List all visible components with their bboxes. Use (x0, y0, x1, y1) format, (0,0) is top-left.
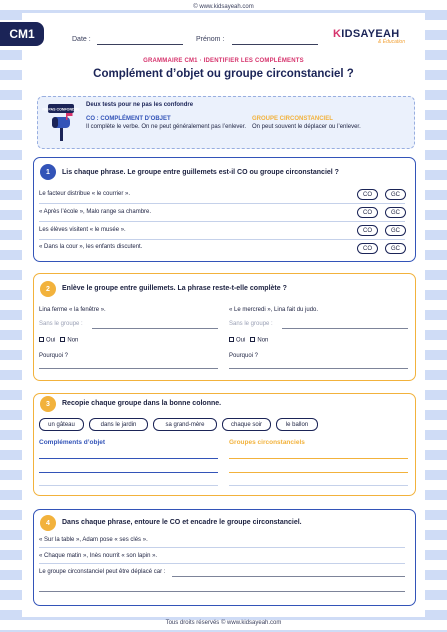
ex2-right-sans-field[interactable] (282, 328, 408, 329)
ex1-co-option-2[interactable]: CO (357, 207, 378, 218)
ex1-co-option-4[interactable]: CO (357, 243, 378, 254)
ex1-divider (39, 203, 405, 204)
exercise-4-number: 4 (40, 515, 56, 531)
ex1-sentence-1: Le facteur distribue « le courrier ». (39, 191, 131, 197)
ex1-sentence-4: « Dans la cour », les enfants discutent. (39, 244, 143, 250)
ex2-right-sans-label: Sans le groupe : (229, 321, 273, 327)
ex4-sentence-1: « Sur la table », Adam pose « ses clés ». (39, 537, 148, 543)
word-chip-4[interactable]: chaque soir (222, 418, 271, 431)
oui-checkbox[interactable] (229, 337, 234, 342)
ex1-gc-option-1[interactable]: GC (385, 189, 406, 200)
word-chip-5[interactable]: le ballon (276, 418, 318, 431)
ex2-left-pourquoi: Pourquoi ? (39, 353, 69, 359)
date-field[interactable] (97, 44, 183, 45)
ex1-sentence-3: Les élèves visitent « le musée ». (39, 227, 126, 233)
word-chip-3[interactable]: sa grand-mère (153, 418, 217, 431)
tip-co: CO : COMPLÉMENT D’OBJET Il complète le verbe. On ne peut généralement pas l’enlever. (86, 116, 247, 130)
gc-answer-line[interactable] (229, 458, 408, 459)
ex2-left-choices: Oui Non (39, 337, 78, 344)
ex1-gc-option-3[interactable]: GC (385, 225, 406, 236)
ex2-right-choices: Oui Non (229, 337, 268, 344)
word-chip-1[interactable]: un gâteau (39, 418, 84, 431)
ex4-sentence-2: « Chaque matin », Inès nourrit « son lapin ». (39, 553, 158, 559)
co-answer-line[interactable] (39, 472, 218, 473)
ex1-gc-option-2[interactable]: GC (385, 207, 406, 218)
exercise-1-instruction: Lis chaque phrase. Le groupe entre guillemets est-il CO ou groupe circonstanciel ? (62, 169, 339, 176)
level-tab: CM1 (0, 22, 44, 46)
ex2-left-sans-label: Sans le groupe : (39, 321, 83, 327)
exercise-3-instruction: Recopie chaque groupe dans la bonne colonne. (62, 400, 222, 407)
gc-answer-line[interactable] (229, 485, 408, 486)
gc-answer-line[interactable] (229, 472, 408, 473)
column-co-heading: Compléments d’objet (39, 439, 106, 446)
mailbox-icon (42, 103, 80, 143)
non-checkbox[interactable] (250, 337, 255, 342)
ex2-right-pourquoi: Pourquoi ? (229, 353, 259, 359)
page-title: Complément d’objet ou groupe circonstanciel ? (93, 68, 354, 80)
ex2-left-sentence: Lina ferme « la fenêtre ». (39, 307, 106, 313)
ex4-prompt: Le groupe circonstanciel peut être déplacé car : (39, 569, 166, 575)
prenom-field[interactable] (232, 44, 318, 45)
ex2-left-sans-field[interactable] (92, 328, 218, 329)
exercise-2-number: 2 (40, 281, 56, 297)
ex2-right-pourquoi-field[interactable] (229, 368, 408, 369)
page-subtitle: GRAMMAIRE CM1 · IDENTIFIER LES COMPLÉMENTS (143, 58, 304, 64)
exercise-2-instruction: Enlève le groupe entre guillemets. La phrase reste-t-elle complète ? (62, 285, 287, 292)
oui-checkbox[interactable] (39, 337, 44, 342)
exercise-3-number: 3 (40, 396, 56, 412)
ex4-divider (39, 563, 405, 564)
ex4-answer-field[interactable] (172, 576, 405, 577)
column-gc-heading: Groupes circonstanciels (229, 439, 305, 446)
exercise-4-instruction: Dans chaque phrase, entoure le CO et encadre le groupe circonstanciel. (62, 519, 302, 526)
kidsayeah-logo: KIDSAYEAH & Éducation (333, 28, 405, 45)
prenom-label: Prénom : (196, 36, 225, 43)
tip-gc: GROUPE CIRCONSTANCIEL On peut souvent le déplacer ou l’enlever. (252, 116, 361, 130)
ex1-sentence-2: « Après l’école », Malo range sa chambre. (39, 209, 152, 215)
word-chip-2[interactable]: dans le jardin (89, 418, 148, 431)
ex1-divider (39, 239, 405, 240)
date-label: Date : (72, 36, 91, 43)
ex4-answer-field[interactable] (39, 591, 405, 592)
top-url: © www.kidsayeah.com (193, 4, 254, 10)
tip-heading: Deux tests pour ne pas les confondre (86, 102, 194, 108)
exercise-1-number: 1 (40, 164, 56, 180)
co-answer-line[interactable] (39, 458, 218, 459)
ex1-co-option-1[interactable]: CO (357, 189, 378, 200)
ex1-co-option-3[interactable]: CO (357, 225, 378, 236)
ex1-divider (39, 221, 405, 222)
ex4-divider (39, 547, 405, 548)
ex2-right-sentence: « Le mercredi », Lina fait du judo. (229, 307, 319, 313)
svg-text:NE PAS CONFONDRE: NE PAS CONFONDRE (42, 107, 80, 112)
non-checkbox[interactable] (60, 337, 65, 342)
tip-box (37, 96, 415, 149)
co-answer-line[interactable] (39, 485, 218, 486)
ex2-left-pourquoi-field[interactable] (39, 368, 218, 369)
footer-copyright: Tous droits réservés © www.kidsayeah.com (165, 620, 282, 626)
ex1-gc-option-4[interactable]: GC (385, 243, 406, 254)
